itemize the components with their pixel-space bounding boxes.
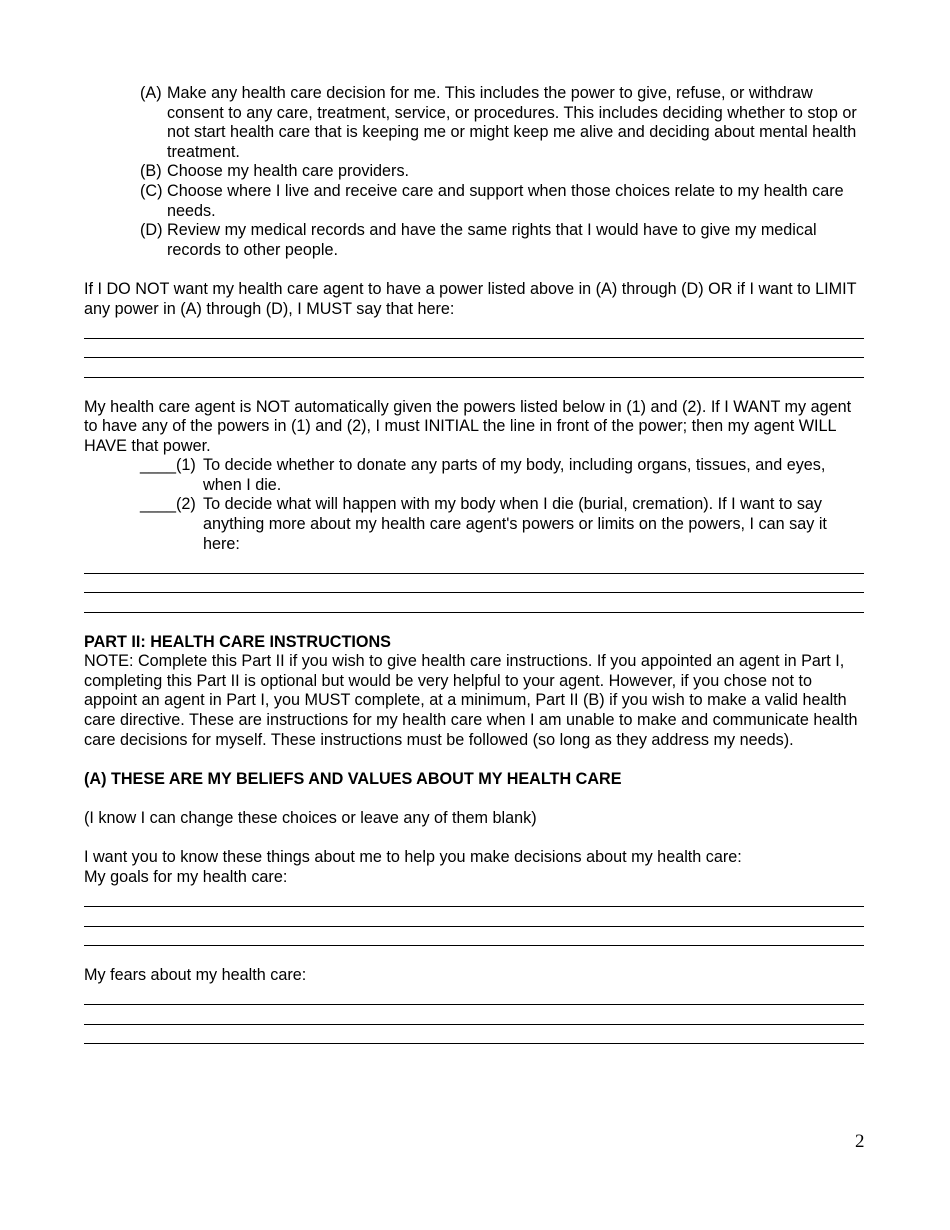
initial-power-item-1: [140, 456, 864, 495]
fears-write-line-2[interactable]: [84, 1005, 864, 1025]
power-label: (B): [140, 162, 162, 181]
fears-write-line-3[interactable]: [84, 1025, 864, 1045]
part2-heading: PART II: HEALTH CARE INSTRUCTIONS: [84, 632, 391, 651]
fears-label: My fears about my health care:: [84, 965, 307, 984]
initial-power-text: To decide whether to donate any parts of my body, including organs, tissues, and eyes, when I die.: [203, 456, 826, 494]
power-label: (D): [140, 221, 163, 240]
goals-write-line-2[interactable]: [84, 907, 864, 927]
initial-line-label[interactable]: ____(1): [140, 456, 196, 475]
limit-write-line-3[interactable]: [84, 358, 864, 378]
section-a-know-text: (I know I can change these choices or leave any of them blank): [84, 808, 537, 827]
power-item-b: [140, 162, 864, 182]
power-label: (C): [140, 181, 163, 200]
powers-write-line-3[interactable]: [84, 593, 864, 613]
part2-note: NOTE: Complete this Part II if you wish to give health care instructions. If you appointed an agent in Part I, completing this Part II is optional but would be very helpful to your agent. However, if you chose not to appoint an agent in Part I, you MUST complete, at a minimum, Part II (B) if you wish to make a valid health care directive. These are instructions for my health care when I am unable to make and communicate health care decisions for myself. These instructions must be followed (so long as they address my needs).: [84, 652, 858, 749]
power-label: (A): [140, 84, 162, 102]
initial-power-text: To decide what will happen with my body when I die (burial, cremation). If I want to say anything more about my health care agent's powers or limits on the powers, I can say it here:: [203, 495, 827, 553]
initial-line-label[interactable]: ____(2): [140, 495, 196, 514]
power-text: Make any health care decision for me. This includes the power to give, refuse, or withdraw consent to any care, treatment, service, or procedures. This includes deciding whether to stop or not start health care that is keeping me or might keep me alive and deciding about mental health treatment.: [167, 84, 857, 161]
fears-write-line-1[interactable]: [84, 985, 864, 1005]
limit-write-line-1[interactable]: [84, 319, 864, 339]
page-content: [84, 84, 864, 1044]
limit-write-line-2[interactable]: [84, 339, 864, 359]
initial-power-item-2: [140, 495, 864, 554]
powers-write-line-2[interactable]: [84, 574, 864, 594]
power-text: Choose my health care providers.: [167, 162, 410, 181]
page-number: 2: [855, 1131, 865, 1152]
goals-write-line-3[interactable]: [84, 927, 864, 947]
section-a-heading: (A) THESE ARE MY BELIEFS AND VALUES ABOUT MY HEALTH CARE: [84, 769, 622, 788]
limit-instructions: If I DO NOT want my health care agent to have a power listed above in (A) through (D) OR if I want to LIMIT any power in (A) through (D), I MUST say that here:: [84, 279, 857, 318]
power-text: Choose where I live and receive care and support when those choices relate to my health care needs.: [167, 181, 844, 220]
power-item-a: [140, 84, 864, 162]
goals-label: My goals for my health care:: [84, 867, 288, 886]
power-item-d: [140, 221, 864, 260]
section-a-want-text: I want you to know these things about me to help you make decisions about my health care:: [84, 848, 742, 867]
not-automatic-instructions: My health care agent is NOT automatically given the powers listed below in (1) and (2). If I WANT my agent to have any of the powers in (1) and (2), I must INITIAL the line in front of the power; then my agent WILL HAVE that power.: [84, 397, 852, 455]
power-item-c: [140, 182, 864, 221]
powers-write-line-1[interactable]: [84, 554, 864, 574]
goals-write-line-1[interactable]: [84, 887, 864, 907]
power-text: Review my medical records and have the same rights that I would have to give my medical records to other people.: [167, 221, 817, 259]
